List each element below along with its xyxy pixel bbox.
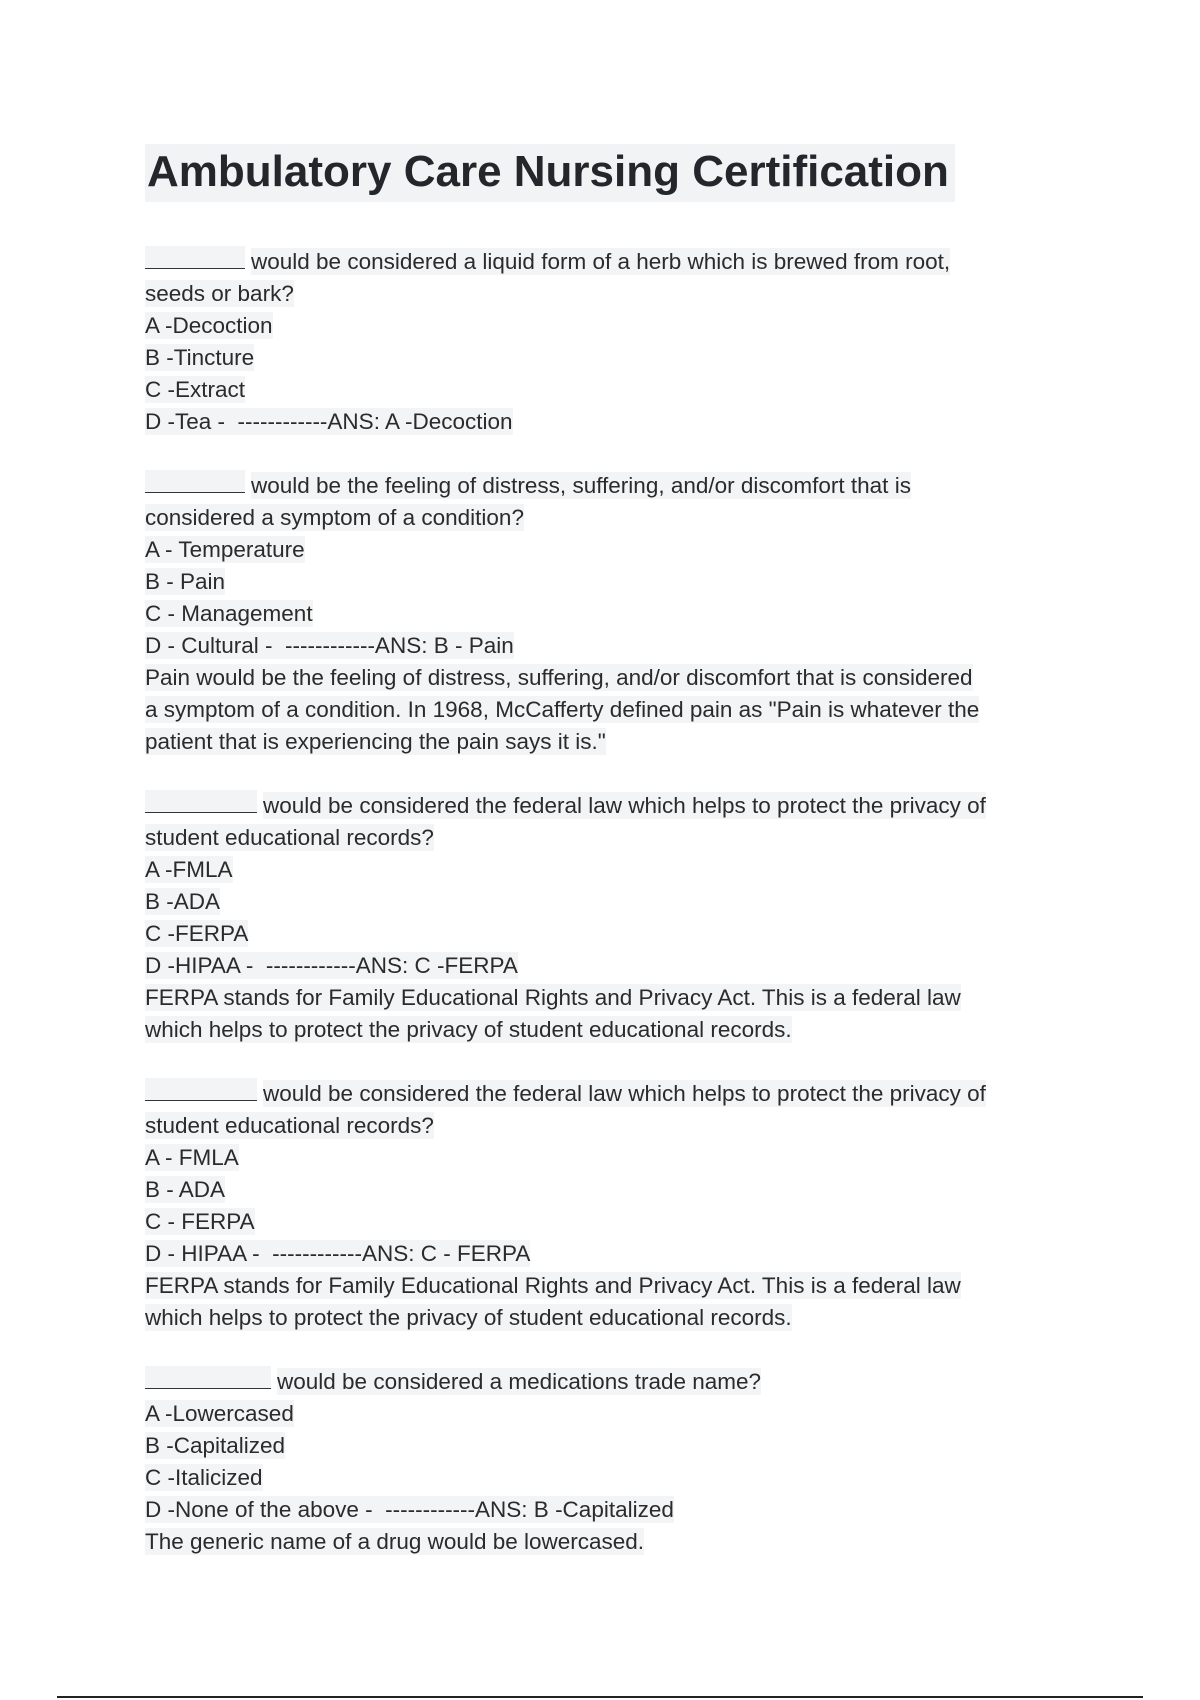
explanation-line: which helps to protect the privacy of student educational records. <box>145 1305 792 1330</box>
option-b: B -Capitalized <box>145 1433 286 1458</box>
question-block <box>145 1366 1085 1558</box>
question-stem-continued: considered a symptom of a condition? <box>145 505 524 530</box>
option-b: B -Tincture <box>145 345 255 370</box>
option-b: B - Pain <box>145 569 226 594</box>
option-c: C -Extract <box>145 377 246 402</box>
question-stem: would be considered the federal law which helps to protect the privacy of <box>145 1078 1085 1110</box>
option-c: C - Management <box>145 601 313 626</box>
answer-blank <box>145 1078 257 1101</box>
document-title: Ambulatory Care Nursing Certification <box>145 144 955 202</box>
option-c: C -Italicized <box>145 1465 263 1490</box>
option-c: C -FERPA <box>145 921 249 946</box>
answer-blank <box>145 1366 271 1389</box>
answer-line: D -HIPAA - ------------ANS: C -FERPA <box>145 953 518 978</box>
answer-line: D -None of the above - ------------ANS: B -Capitalized <box>145 1497 674 1522</box>
question-block <box>145 1078 1085 1334</box>
answer-line: D -Tea - ------------ANS: A -Decoction <box>145 409 513 434</box>
option-a: A - FMLA <box>145 1145 239 1170</box>
option-b: B -ADA <box>145 889 221 914</box>
option-c: C - FERPA <box>145 1209 255 1234</box>
question-list <box>145 246 1085 1558</box>
question-block <box>145 790 1085 1046</box>
question-stem: would be the feeling of distress, suffering, and/or discomfort that is <box>145 470 1085 502</box>
option-a: A -Lowercased <box>145 1401 294 1426</box>
answer-blank <box>145 790 257 813</box>
option-a: A -FMLA <box>145 857 233 882</box>
explanation-line: FERPA stands for Family Educational Rights and Privacy Act. This is a federal law <box>145 985 961 1010</box>
page-footer-rule <box>57 1696 1143 1698</box>
question-stem-continued: student educational records? <box>145 825 434 850</box>
option-a: A - Temperature <box>145 537 305 562</box>
question-stem-continued: seeds or bark? <box>145 281 294 306</box>
question-stem-continued: student educational records? <box>145 1113 434 1138</box>
explanation-line: Pain would be the feeling of distress, suffering, and/or discomfort that is considered <box>145 665 973 690</box>
explanation-line: patient that is experiencing the pain says it is." <box>145 729 606 754</box>
question-stem: would be considered the federal law which helps to protect the privacy of <box>145 790 1085 822</box>
option-a: A -Decoction <box>145 313 273 338</box>
explanation-line: a symptom of a condition. In 1968, McCafferty defined pain as "Pain is whatever the <box>145 697 980 722</box>
answer-blank <box>145 470 245 493</box>
question-block <box>145 470 1085 758</box>
option-b: B - ADA <box>145 1177 226 1202</box>
question-block <box>145 246 1085 438</box>
explanation-line: FERPA stands for Family Educational Rights and Privacy Act. This is a federal law <box>145 1273 961 1298</box>
explanation-line: which helps to protect the privacy of student educational records. <box>145 1017 792 1042</box>
document-page <box>145 144 1085 1590</box>
answer-blank <box>145 246 245 269</box>
answer-line: D - HIPAA - ------------ANS: C - FERPA <box>145 1241 531 1266</box>
question-stem: would be considered a medications trade name? <box>145 1366 1085 1398</box>
answer-line: D - Cultural - ------------ANS: B - Pain <box>145 633 514 658</box>
explanation-line: The generic name of a drug would be lowercased. <box>145 1529 645 1554</box>
question-stem: would be considered a liquid form of a herb which is brewed from root, <box>145 246 1085 278</box>
